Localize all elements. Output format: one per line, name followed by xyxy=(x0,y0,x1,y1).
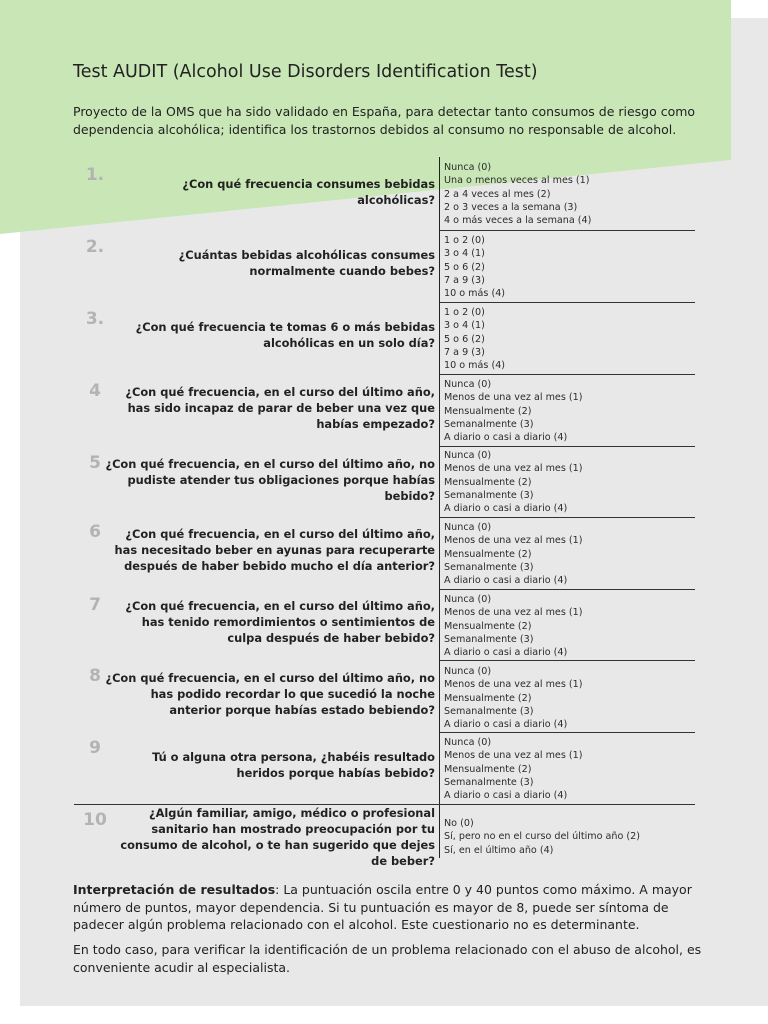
answer-options xyxy=(444,306,694,372)
question-number: 7 xyxy=(89,595,101,615)
answer-option: 2 a 4 veces al mes (2) xyxy=(444,188,551,200)
question-row xyxy=(74,159,694,231)
answer-option: Nunca (0) xyxy=(444,737,492,748)
question-text: ¿Con qué frecuencia, en el curso del último año, has tenido remordimientos o sentimientos de culpa después de haber bebido? xyxy=(125,599,435,645)
question-row xyxy=(74,303,694,375)
question-number: 2. xyxy=(85,237,105,257)
answer-option: Semanalmente (3) xyxy=(444,489,534,501)
question-number: 5 xyxy=(89,453,101,473)
answer-option: 1 o 2 (0) xyxy=(444,307,485,318)
answer-option: 4 o más veces a la semana (4) xyxy=(444,215,592,227)
answer-options xyxy=(444,378,694,444)
question-row xyxy=(74,661,694,733)
answer-option: Menos de una vez al mes (1) xyxy=(444,463,583,475)
interpretation-text: : La puntuación oscila entre 0 y 40 puntos como máximo. A mayor número de puntos, mayor dependencia. Si tu puntuación es mayor de 8, puede ser síntoma de padecer algún problema relacionado con el alcohol. Este cuestionario no es determinante. xyxy=(73,882,692,932)
answer-option: A diario o casi a diario (4) xyxy=(444,647,568,659)
answer-option: Sí, pero no en el curso del último año (2) xyxy=(444,831,640,843)
answer-option: Mensualmente (2) xyxy=(444,620,532,632)
answer-option: Una o menos veces al mes (1) xyxy=(444,175,590,187)
answer-options xyxy=(444,736,694,802)
answer-options xyxy=(444,593,694,659)
answer-option: 1 o 2 (0) xyxy=(444,235,485,246)
answer-options xyxy=(444,161,694,227)
answer-option: Sí, en el último año (4) xyxy=(444,844,554,856)
answer-option: Nunca (0) xyxy=(444,522,492,533)
intro-paragraph: Proyecto de la OMS que ha sido validado en España, para detectar tanto consumos de riesgo como dependencia alcohólica; identifica los trastornos debidos al consumo no responsable de alcohol. xyxy=(73,104,696,137)
question-text: ¿Con qué frecuencia, en el curso del último año, has necesitado beber en ayunas para recuperarte después de haber bebido mucho el día anterior? xyxy=(114,527,435,573)
question-row xyxy=(74,805,694,868)
question-number: 10 xyxy=(83,810,107,830)
answer-option: A diario o casi a diario (4) xyxy=(444,790,568,802)
answer-option: A diario o casi a diario (4) xyxy=(444,503,568,515)
interpretation-paragraph xyxy=(73,881,703,934)
answer-option: Semanalmente (3) xyxy=(444,776,534,788)
question-number: 6 xyxy=(89,522,101,542)
answer-option: A diario o casi a diario (4) xyxy=(444,719,568,731)
answer-option: Mensualmente (2) xyxy=(444,405,532,417)
question-text: ¿Con qué frecuencia te tomas 6 o más bebidas alcohólicas en un solo día? xyxy=(135,320,435,350)
answer-option: Semanalmente (3) xyxy=(444,633,534,645)
answer-option: Mensualmente (2) xyxy=(444,763,532,775)
question-text: ¿Con qué frecuencia consumes bebidas alcohólicas? xyxy=(182,177,435,207)
answer-option: 5 o 6 (2) xyxy=(444,261,485,273)
question-text: ¿Con qué frecuencia, en el curso del último año, no has podido recordar lo que sucedió la noche anterior porque habías estado bebiendo? xyxy=(105,671,435,717)
answer-option: Semanalmente (3) xyxy=(444,418,534,430)
answer-option: Nunca (0) xyxy=(444,379,492,390)
final-note: En todo caso, para verificar la identificación de un problema relacionado con el abuso de alcohol, es conveniente acudir al especialista. xyxy=(73,942,702,975)
answer-options xyxy=(444,817,694,857)
answer-option: Menos de una vez al mes (1) xyxy=(444,679,583,691)
question-text: ¿Con qué frecuencia, en el curso del último año, has sido incapaz de parar de beber una vez que habías empezado? xyxy=(125,385,435,431)
answer-option: 2 o 3 veces a la semana (3) xyxy=(444,201,578,213)
answer-option: Menos de una vez al mes (1) xyxy=(444,607,583,619)
question-row xyxy=(74,447,694,518)
answer-option: Mensualmente (2) xyxy=(444,548,532,560)
question-text: Tú o alguna otra persona, ¿habéis resultado heridos porque habías bebido? xyxy=(152,750,435,780)
answer-option: Menos de una vez al mes (1) xyxy=(444,750,583,762)
answer-option: Nunca (0) xyxy=(444,666,492,677)
answer-option: Nunca (0) xyxy=(444,450,492,461)
answer-option: A diario o casi a diario (4) xyxy=(444,575,568,587)
answer-option: Mensualmente (2) xyxy=(444,692,532,704)
question-text: ¿Con qué frecuencia, en el curso del último año, no pudiste atender tus obligaciones porque habías bebido? xyxy=(105,457,435,503)
answer-option: 3 o 4 (1) xyxy=(444,248,485,260)
question-number: 3. xyxy=(85,309,105,329)
answer-option: 7 a 9 (3) xyxy=(444,274,485,286)
answer-options xyxy=(444,521,694,587)
interpretation-label: Interpretación de resultados xyxy=(73,882,276,897)
answer-option: Mensualmente (2) xyxy=(444,476,532,488)
answer-option: 10 o más (4) xyxy=(444,360,506,372)
question-number: 4 xyxy=(89,381,101,401)
answer-option: A diario o casi a diario (4) xyxy=(444,432,568,444)
answer-option: Semanalmente (3) xyxy=(444,705,534,717)
answer-options xyxy=(444,665,694,731)
question-row xyxy=(74,518,694,590)
answer-option: Semanalmente (3) xyxy=(444,561,534,573)
question-number: 8 xyxy=(89,666,101,686)
answer-option: 7 a 9 (3) xyxy=(444,346,485,358)
question-number: 9 xyxy=(89,738,101,758)
question-text: ¿Cuántas bebidas alcohólicas consumes normalmente cuando bebes? xyxy=(178,248,435,278)
page-title: Test AUDIT (Alcohol Use Disorders Identification Test) xyxy=(73,62,538,82)
answer-option: Nunca (0) xyxy=(444,594,492,605)
question-text: ¿Algún familiar, amigo, médico o profesional sanitario han mostrado preocupación por tu consumo de alcohol, o te han sugerido que dejes de beber? xyxy=(120,806,435,868)
answer-options xyxy=(444,234,694,300)
answer-option: Menos de una vez al mes (1) xyxy=(444,392,583,404)
answer-option: 5 o 6 (2) xyxy=(444,333,485,345)
answer-options xyxy=(444,449,694,515)
answer-option: No (0) xyxy=(444,818,474,829)
answer-option: 10 o más (4) xyxy=(444,288,506,300)
question-row xyxy=(74,733,694,805)
answer-option: Menos de una vez al mes (1) xyxy=(444,535,583,547)
answer-option: 3 o 4 (1) xyxy=(444,320,485,332)
question-row xyxy=(74,375,694,447)
question-number: 1. xyxy=(85,165,105,185)
question-row xyxy=(74,231,694,303)
answer-option: Nunca (0) xyxy=(444,162,492,173)
question-row xyxy=(74,590,694,661)
